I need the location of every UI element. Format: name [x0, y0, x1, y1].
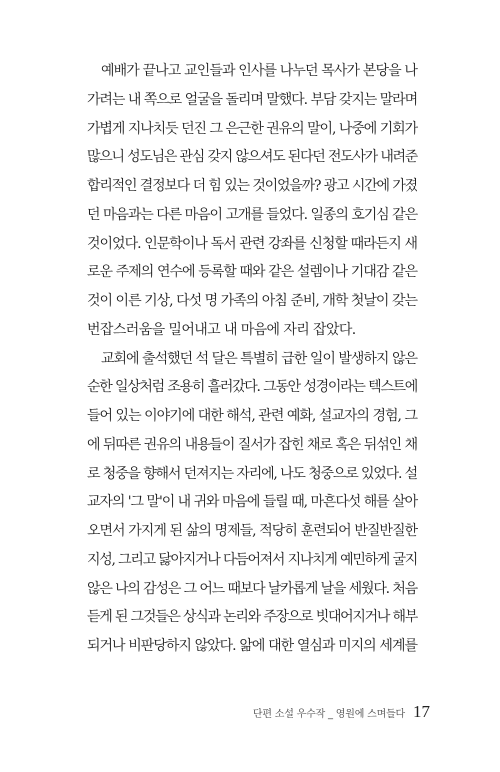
paragraph-1 — [87, 57, 417, 345]
text-line: 에 뒤따른 권유의 내용들이 질서가 잡힌 채로 혹은 뒤섞인 채 — [87, 436, 417, 453]
body-text — [87, 57, 417, 661]
text-line: 되거나 비판당하지 않았다. 앎에 대한 열심과 미지의 세계를 — [87, 638, 417, 654]
text-line: 합리적인 결정보다 더 힘 있는 것이었을까? 광고 시간에 가졌 — [87, 178, 417, 194]
text-line: 것이었다. 인문학이나 독서 관련 강좌를 신청할 때라든지 새 — [87, 235, 417, 252]
text-line: 교자의 '그 말'이 내 귀와 마음에 들릴 때, 마흔다섯 해를 살아 — [87, 494, 417, 511]
running-footer-title: 단편 소설 우수작 _ 영원에 스며들다 — [252, 709, 405, 720]
paragraph-2 — [87, 345, 417, 661]
text-line: 지성, 그리고 닳아지거나 다듬어져서 지나치게 예민하게 굴지 — [87, 551, 417, 568]
text-line: 않은 나의 감성은 그 어느 때보다 날카롭게 날을 세웠다. 처음 — [87, 580, 417, 597]
text-line: 것이 이른 기상, 다섯 명 가족의 아침 준비, 개학 첫날이 갖는 — [87, 293, 417, 309]
text-line: 가볍게 지나치듯 던진 그 은근한 권유의 말이, 나중에 기회가 — [87, 120, 417, 137]
text-line: 번잡스러움을 밀어내고 내 마음에 자리 잡았다. — [87, 321, 356, 338]
page-footer — [253, 702, 430, 722]
text-line: 많으니 성도님은 관심 갖지 않으셔도 된다던 전도사가 내려준 — [87, 149, 417, 166]
text-line: 순한 일상처럼 조용히 흘러갔다. 그동안 성경이라는 텍스트에 — [87, 379, 417, 396]
text-line: 가려는 내 쪽으로 얼굴을 돌리며 말했다. 부담 갖지는 말라며 — [87, 91, 417, 108]
text-line: 들어 있는 이야기에 대한 해석, 관련 예화, 설교자의 경험, 그 — [87, 408, 417, 424]
text-line: 예배가 끝나고 교인들과 인사를 나누던 목사가 본당을 나 — [101, 63, 417, 79]
text-line: 교회에 출석했던 석 달은 특별히 급한 일이 발생하지 않은 — [101, 350, 417, 367]
text-line: 듣게 된 그것들은 상식과 논리와 주장으로 빗대어지거나 해부 — [87, 609, 417, 626]
page-number: 17 — [413, 702, 430, 721]
text-line: 로 청중을 향해서 던져지는 자리에, 나도 청중으로 있었다. 설 — [87, 465, 417, 482]
text-line: 오면서 가지게 된 삶의 명제들, 적당히 훈련되어 반질반질한 — [87, 523, 417, 539]
text-line: 로운 주제의 연수에 등록할 때와 같은 설렘이나 기대감 같은 — [87, 264, 417, 281]
text-line: 던 마음과는 다른 마음이 고개를 들었다. 일종의 호기심 같은 — [87, 206, 417, 223]
